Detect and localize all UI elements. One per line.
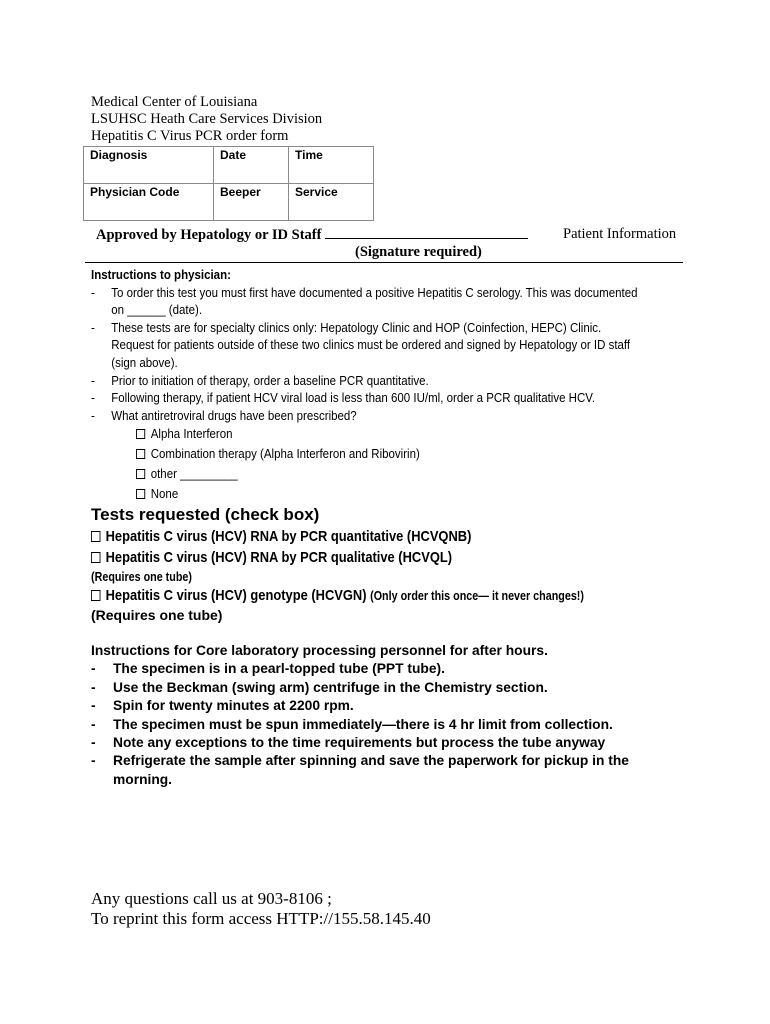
- bullet-dash: -: [91, 285, 95, 300]
- list-item: - Use the Beckman (swing arm) centrifuge in the Chemistry section.: [91, 679, 691, 697]
- checkbox-icon[interactable]: [91, 590, 100, 601]
- approval-line: [96, 226, 528, 244]
- drug-option-other[interactable]: other _________: [136, 467, 238, 481]
- physician-instructions-title: Instructions to physician:: [91, 268, 231, 282]
- signature-line[interactable]: [325, 226, 528, 239]
- bullet-dash: -: [91, 716, 96, 732]
- genotype-note: (Only order this once— it never changes!): [370, 589, 584, 603]
- beeper-field[interactable]: Beeper: [214, 184, 289, 221]
- bullet-dash: -: [91, 735, 96, 751]
- physician-instructions: [91, 267, 643, 425]
- test-option-hcv-quantitative[interactable]: Hepatitis C virus (HCV) RNA by PCR quantitative (HCVQNB): [91, 528, 471, 545]
- approval-label: Approved by Hepatology or ID Staff: [96, 227, 322, 243]
- list-item: - To order this test you must first have documented a positive Hepatitis C serology. This was documented on ______ (date).: [91, 285, 638, 318]
- list-item: - The specimen is in a pearl-topped tube (PPT tube).: [91, 660, 691, 678]
- drug-option-combination-therapy[interactable]: Combination therapy (Alpha Interferon and Ribovirin): [136, 447, 420, 461]
- bullet-dash: -: [91, 408, 95, 423]
- physician-code-field[interactable]: Physician Code: [84, 184, 214, 221]
- form-title: Hepatitis C Virus PCR order form: [91, 128, 289, 144]
- list-item: - Prior to initiation of therapy, order a baseline PCR quantitative.: [91, 373, 643, 391]
- list-item: - Note any exceptions to the time requirements but process the tube anyway: [91, 734, 691, 752]
- time-field[interactable]: Time: [289, 147, 374, 184]
- table-row: [84, 147, 374, 184]
- drug-option-alpha-interferon[interactable]: Alpha Interferon: [136, 427, 233, 441]
- questions-contact: Any questions call us at 903-8106 ;: [91, 889, 332, 908]
- service-field[interactable]: Service: [289, 184, 374, 221]
- patient-information-label: Patient Information: [563, 226, 677, 242]
- drug-option-none[interactable]: None: [136, 487, 178, 501]
- list-item: - What antiretroviral drugs have been prescribed?: [91, 408, 643, 426]
- list-item: - The specimen must be spun immediately—there is 4 hr limit from collection.: [91, 716, 691, 734]
- requires-one-tube-note: (Requires one tube): [91, 570, 192, 584]
- checkbox-icon[interactable]: [136, 489, 145, 499]
- list-item: - Refrigerate the sample after spinning and save the paperwork for pickup in the morning.: [91, 753, 629, 787]
- diagnosis-field[interactable]: Diagnosis: [84, 147, 214, 184]
- order-info-table: [83, 146, 374, 221]
- checkbox-icon[interactable]: [136, 449, 145, 459]
- test-option-hcv-qualitative[interactable]: Hepatitis C virus (HCV) RNA by PCR qualitative (HCVQL): [91, 549, 452, 566]
- date-field[interactable]: Date: [214, 147, 289, 184]
- divider: [85, 262, 683, 263]
- signature-required-note: (Signature required): [355, 244, 482, 260]
- list-item: - Following therapy, if patient HCV viral load is less than 600 IU/ml, order a PCR qualitative HCV.: [91, 390, 643, 408]
- bullet-dash: -: [91, 661, 96, 677]
- checkbox-icon[interactable]: [136, 469, 145, 479]
- reprint-instructions: To reprint this form access HTTP://155.58.145.40: [91, 909, 431, 928]
- bullet-dash: -: [91, 320, 95, 335]
- table-row: [84, 184, 374, 221]
- test-option-hcv-genotype[interactable]: Hepatitis C virus (HCV) genotype (HCVGN) (Only order this once— it never changes!): [91, 587, 584, 604]
- genotype-tube-note: (Requires one tube): [91, 607, 223, 623]
- bullet-dash: -: [91, 391, 95, 406]
- division-name: LSUHSC Heath Care Services Division: [91, 111, 323, 127]
- institution-name: Medical Center of Louisiana: [91, 94, 258, 110]
- list-item: - These tests are for specialty clinics only: Hepatology Clinic and HOP (Coinfection, HEPC) Clinic. Request for patients outside of these two clinics must be ordered and signed by Hepatology or ID staff (sign above).: [91, 320, 631, 370]
- checkbox-icon[interactable]: [136, 429, 145, 439]
- footer: [91, 889, 431, 929]
- bullet-dash: -: [91, 679, 96, 695]
- core-lab-instructions: [91, 642, 691, 789]
- bullet-dash: -: [91, 698, 96, 714]
- bullet-dash: -: [91, 373, 95, 388]
- checkbox-icon[interactable]: [91, 552, 100, 563]
- list-item: - Spin for twenty minutes at 2200 rpm.: [91, 697, 691, 715]
- tests-requested-heading: Tests requested (check box): [91, 505, 320, 524]
- bullet-dash: -: [91, 753, 96, 769]
- checkbox-icon[interactable]: [91, 531, 100, 542]
- core-lab-title: Instructions for Core laboratory processing personnel for after hours.: [91, 643, 548, 658]
